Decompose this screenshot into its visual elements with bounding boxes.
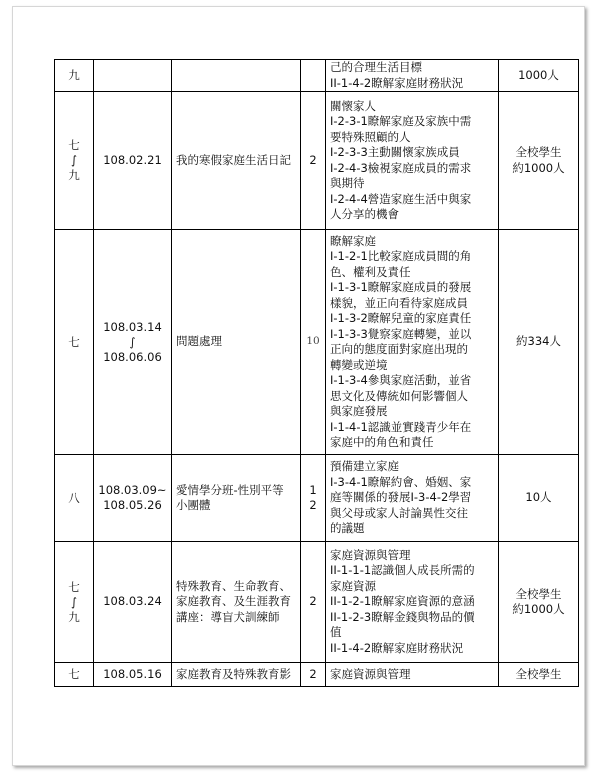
content-line: 家庭資源	[330, 578, 376, 593]
date-line: 108.05.16	[103, 666, 162, 681]
content-line: I-1-3-3覺察家庭轉變，並以	[330, 326, 472, 341]
topic-cell	[172, 230, 301, 455]
content-line: II-1-4-2瞭解家庭財務狀況	[330, 75, 464, 90]
topic-line: 愛情學分班-性別平等	[176, 482, 284, 497]
date-line: 108.03.24	[103, 594, 162, 609]
grade-cell	[55, 230, 94, 455]
topic-line: 家庭教育及特殊教育影	[176, 666, 291, 681]
content-line: I-2-4-4營造家庭生活中與家	[330, 191, 472, 206]
date-cell	[94, 92, 172, 230]
date-cell	[94, 455, 172, 542]
topic-cell	[172, 663, 301, 687]
content-line: 思文化及傳統如何影響個人	[330, 388, 468, 403]
content-line: II-1-2-3瞭解金錢與物品的價	[330, 609, 475, 624]
table-row	[55, 455, 579, 542]
content-line: I-2-4-3檢視家庭成員的需求	[330, 160, 472, 175]
topic-line: 家庭教育、及生涯教育	[176, 594, 291, 609]
table-body	[55, 60, 579, 687]
table-row	[55, 60, 579, 92]
hours-line: 10	[306, 335, 320, 348]
participants-line: 約334人	[516, 334, 561, 349]
hours-line: 2	[309, 152, 317, 167]
content-line: 庭等關係的發展I-3-4-2學習	[330, 490, 472, 505]
content-line: II-1-1-1認識個人成長所需的	[330, 563, 475, 578]
grade-line: 七	[68, 334, 80, 349]
date-cell	[94, 542, 172, 663]
participants-cell	[499, 663, 579, 687]
grade-cell	[55, 455, 94, 542]
content-line: 要特殊照顧的人	[330, 129, 411, 144]
content-line: 與父母或家人討論異性交往	[330, 505, 468, 520]
topic-cell	[172, 60, 301, 92]
topic-cell	[172, 455, 301, 542]
content-line: I-1-3-2瞭解兒童的家庭責任	[330, 311, 472, 325]
date-line: ∫	[129, 334, 136, 349]
participants-cell	[499, 230, 579, 455]
hours-line: 1	[309, 482, 317, 497]
grade-line: 九	[68, 68, 80, 82]
participants-line: 約1000人	[512, 160, 565, 175]
grade-cell	[55, 60, 94, 92]
content-line: 值	[330, 625, 342, 640]
grade-line: 九	[68, 168, 80, 182]
content-line: 己的合理生活目標	[330, 60, 422, 74]
content-line: I-1-4-1認識並實踐青少年在	[330, 419, 472, 434]
hours-cell	[301, 230, 326, 455]
date-cell	[94, 60, 172, 92]
topic-line: 講座：導盲犬訓練師	[176, 609, 280, 624]
date-cell	[94, 230, 172, 455]
hours-cell	[301, 542, 326, 663]
grade-line: ∫	[71, 153, 77, 167]
content-line: 與期待	[330, 176, 365, 190]
content-line: II-1-4-2瞭解家庭財務狀況	[330, 640, 464, 655]
table-row	[55, 92, 579, 230]
content-line: 轉變或逆境	[330, 357, 388, 372]
participants-cell	[499, 542, 579, 663]
hours-line: 2	[309, 594, 317, 609]
grade-cell	[55, 92, 94, 230]
grade-line: 七	[68, 667, 80, 681]
content-cell	[326, 230, 499, 455]
hours-cell	[301, 60, 326, 92]
table-row	[55, 230, 579, 455]
content-line: I-3-4-1瞭解約會、婚姻、家	[330, 474, 472, 489]
content-cell	[326, 455, 499, 542]
content-line: I-2-3-1瞭解家庭及家族中需	[330, 114, 472, 128]
participants-line: 全校學生	[515, 666, 562, 681]
content-line: 的議題	[330, 521, 365, 536]
content-line: 與家庭發展	[330, 404, 388, 418]
date-cell	[94, 663, 172, 687]
content-line: II-1-2-1瞭解家庭資源的意涵	[330, 594, 475, 609]
grade-cell	[55, 663, 94, 687]
date-line: 108.03.14	[103, 319, 162, 334]
participants-cell	[499, 455, 579, 542]
participants-line: 1000人	[518, 67, 559, 82]
participants-cell	[499, 60, 579, 92]
hours-cell	[301, 663, 326, 687]
table-row	[55, 542, 579, 663]
topic-cell	[172, 92, 301, 230]
participants-line: 全校學生	[515, 586, 562, 601]
content-line: 預備建立家庭	[330, 459, 399, 474]
date-line: 108.03.09~	[98, 482, 167, 497]
grade-line: 七	[68, 138, 80, 152]
grade-line: 九	[68, 609, 80, 624]
content-line: 關懷家人	[330, 98, 376, 113]
hours-line: 2	[309, 666, 317, 681]
date-line: 108.02.21	[103, 152, 162, 167]
content-line: 樣貌，並正向看待家庭成員	[330, 295, 468, 310]
content-cell	[326, 542, 499, 663]
hours-cell	[301, 92, 326, 230]
content-cell	[326, 60, 499, 92]
topic-line: 問題處理	[176, 334, 222, 349]
topic-line: 我的寒假家庭生活日記	[176, 152, 291, 167]
content-line: 正向的態度面對家庭出現的	[330, 342, 468, 356]
grade-line: 七	[68, 579, 80, 594]
participants-line: 全校學生	[515, 145, 562, 159]
content-line: 色、權利及責任	[330, 264, 411, 279]
date-line: 108.05.26	[103, 498, 162, 512]
participants-cell	[499, 92, 579, 230]
content-line: 家庭中的角色和責任	[330, 435, 434, 449]
content-cell	[326, 663, 499, 687]
content-line: 瞭解家庭	[330, 233, 376, 248]
topic-line: 特殊教育、生命教育、	[176, 578, 291, 593]
content-line: I-2-3-3主動關懷家族成員	[330, 145, 460, 159]
content-line: 人分享的機會	[330, 207, 399, 221]
hours-line: 2	[309, 498, 317, 512]
content-line: I-1-3-4參與家庭活動，並省	[330, 373, 472, 387]
date-line: 108.06.06	[103, 349, 162, 364]
topic-line: 小團體	[176, 498, 211, 512]
participants-line: 10人	[525, 490, 552, 505]
grade-cell	[55, 542, 94, 663]
table-row	[55, 663, 579, 687]
content-line: 家庭資源與管理	[330, 666, 411, 681]
content-line: I-1-2-1比較家庭成員間的角	[330, 249, 472, 263]
content-line: I-1-3-1瞭解家庭成員的發展	[330, 280, 472, 294]
grade-line: ∫	[71, 594, 77, 609]
hours-cell	[301, 455, 326, 542]
content-line: 家庭資源與管理	[330, 547, 411, 562]
content-cell	[326, 92, 499, 230]
grade-line: 八	[68, 490, 80, 505]
topic-cell	[172, 542, 301, 663]
activity-table	[54, 59, 579, 687]
participants-line: 約1000人	[512, 602, 565, 616]
